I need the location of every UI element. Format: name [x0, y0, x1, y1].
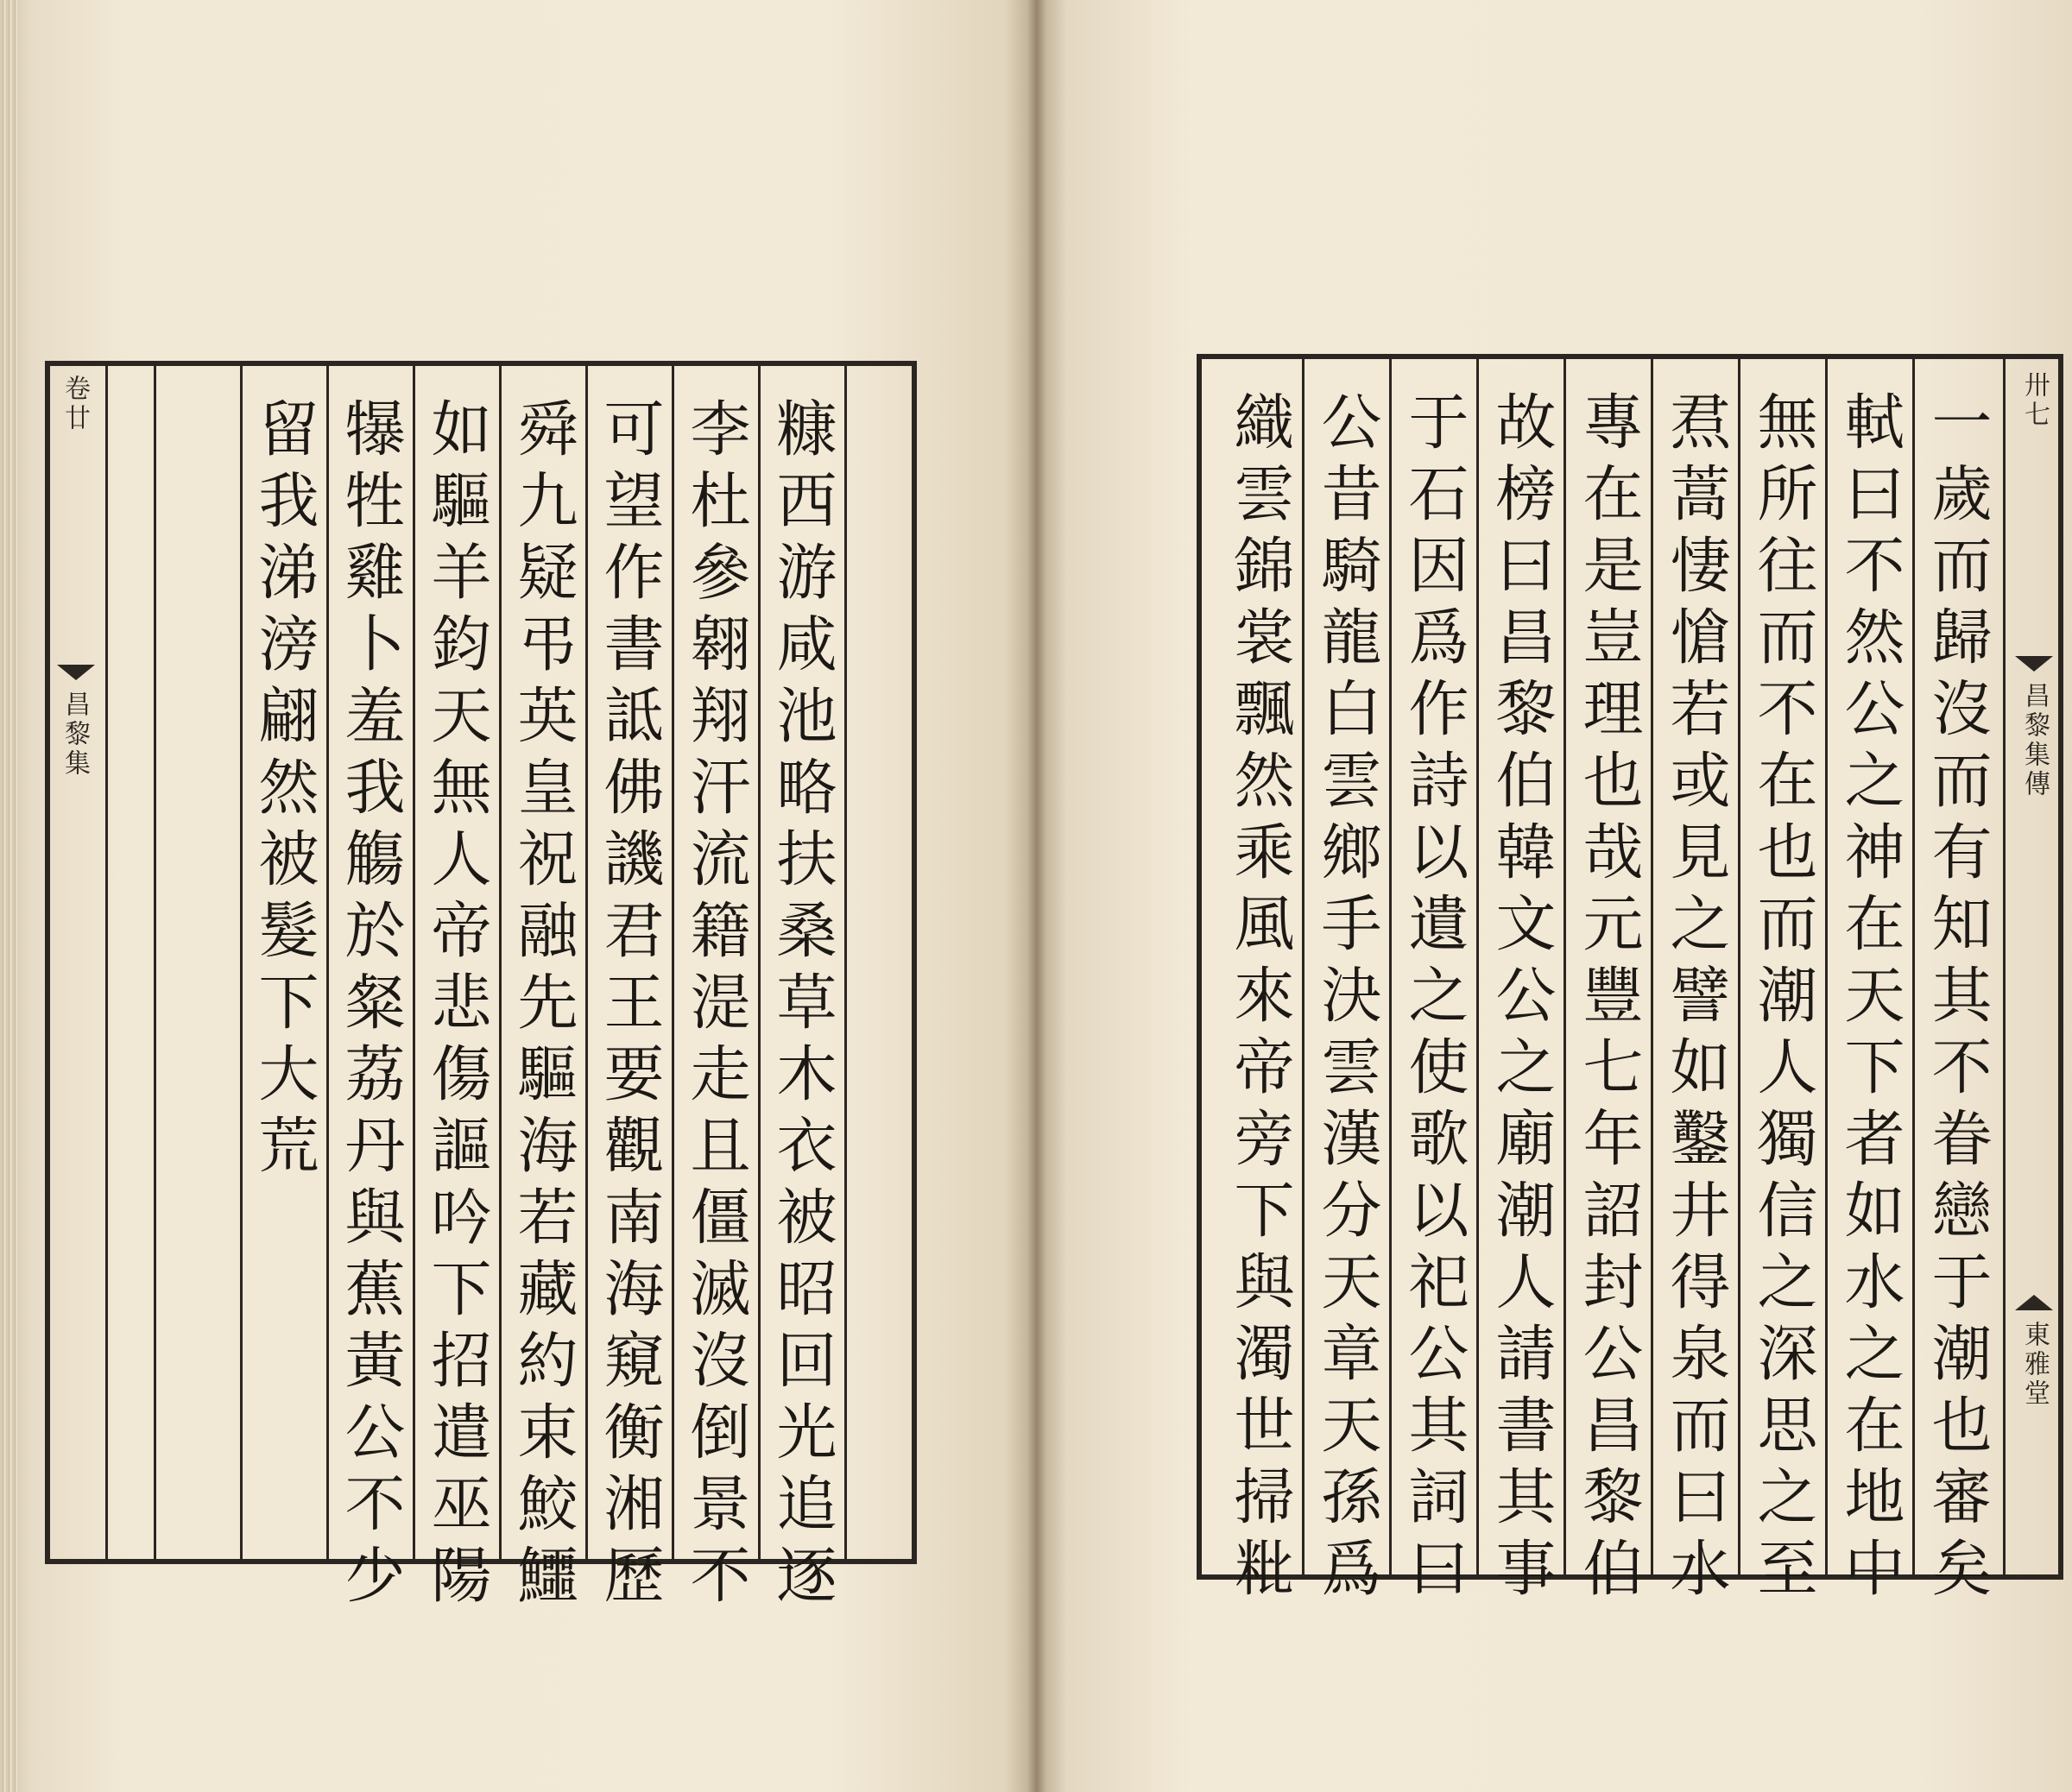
- column-rule: [154, 366, 156, 1559]
- right-banxin-title: 昌黎集傳: [2019, 682, 2050, 799]
- right-banxin-publisher: 東雅堂: [2019, 1321, 2050, 1409]
- column-rule: [1651, 359, 1653, 1574]
- text-column: 舜九疑弔英皇祝融先驅海若藏約束鮫鱷: [508, 397, 578, 1615]
- column-rule: [1302, 359, 1304, 1574]
- right-banxin-volume: 卅七: [2019, 371, 2050, 430]
- column-rule: [844, 366, 847, 1559]
- text-column: 公昔騎龍白雲鄉手決雲漢分天章天孫爲: [1311, 390, 1382, 1608]
- left-banxin-title: 昌黎集: [60, 691, 90, 779]
- text-column: 織雲錦裳飄然乘風來帝旁下與濁世掃粃: [1224, 390, 1295, 1608]
- left-banxin-volume: 卷廿: [60, 375, 90, 433]
- column-rule: [672, 366, 674, 1559]
- column-rule: [1389, 359, 1392, 1574]
- text-column: 焄蒿悽愴若或見之譬如鑿井得泉而曰水: [1660, 390, 1731, 1608]
- text-column: 犦牲雞卜羞我觴於粲荔丹與蕉黃公不少: [335, 397, 406, 1615]
- column-rule: [585, 366, 588, 1559]
- text-column: 李杜參翱翔汗流籍湜走且僵滅沒倒景不: [680, 397, 751, 1615]
- text-column: 糠西游咸池略扶桑草木衣被昭回光追逐: [767, 397, 837, 1615]
- column-rule: [758, 366, 761, 1559]
- text-column: 可望作書詆佛譏君王要觀南海窺衡湘歷: [594, 397, 665, 1615]
- book-gutter: [1027, 0, 1046, 1792]
- text-column: 留我涕滂翩然被髮下大荒: [249, 397, 319, 1185]
- text-column: 軾曰不然公之神在天下者如水之在地中: [1835, 390, 1905, 1608]
- banxin-rule: [2003, 359, 2006, 1574]
- column-rule: [1912, 359, 1915, 1574]
- column-rule: [240, 366, 243, 1559]
- banxin-rule: [105, 366, 108, 1559]
- text-column: 故榜曰昌黎伯韓文公之廟潮人請書其事: [1486, 390, 1557, 1608]
- text-column: 如驅羊鈞天無人帝悲傷謳吟下招遣巫陽: [421, 397, 492, 1615]
- page-stack-edge: [0, 0, 19, 1792]
- column-rule: [499, 366, 502, 1559]
- column-rule: [1476, 359, 1479, 1574]
- text-column: 一歲而歸沒而有知其不眷戀于潮也審矣: [1922, 390, 1993, 1608]
- text-column: 無所往而不在也而潮人獨信之深思之至: [1747, 390, 1818, 1608]
- right-page: [1036, 0, 2072, 1792]
- column-rule: [413, 366, 415, 1559]
- text-column: 于石因爲作詩以遺之使歌以祀公其詞曰: [1399, 390, 1469, 1608]
- column-rule: [1563, 359, 1566, 1574]
- column-rule: [326, 366, 329, 1559]
- column-rule: [1825, 359, 1828, 1574]
- text-column: 專在是豈理也哉元豐七年詔封公昌黎伯: [1573, 390, 1644, 1608]
- column-rule: [1738, 359, 1740, 1574]
